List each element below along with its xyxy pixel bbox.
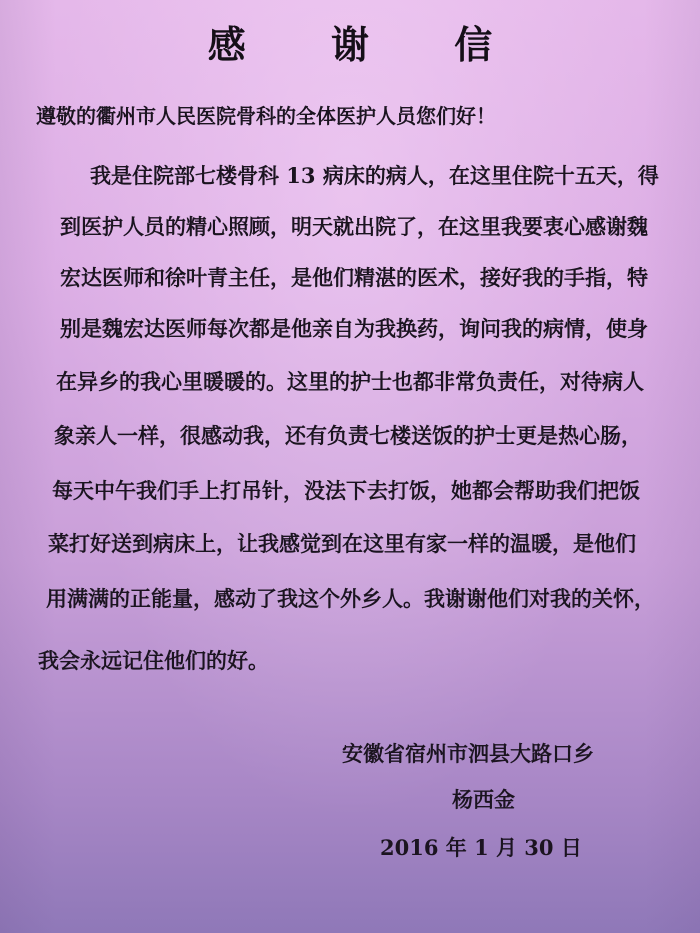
body-line-8: 菜打好送到病床上，让我感觉到在这里有家一样的温暖，是他们 (48, 531, 636, 556)
signature-address: 安徽省宿州市泗县大路口乡 (342, 741, 594, 766)
signature-date: 2016 年 1 月 30 日 (380, 835, 582, 860)
body-line-7: 每天中午我们手上打吊针，没法下去打饭，她都会帮助我们把饭 (52, 478, 640, 503)
letter-greeting: 遵敬的衢州市人民医院骨科的全体医护人员您们好！ (36, 104, 496, 128)
body-line-6: 象亲人一样，很感动我，还有负责七楼送饭的护士更是热心肠， (54, 423, 642, 448)
letter-title: 感 谢 信 (207, 22, 529, 67)
body-line-3: 宏达医师和徐叶青主任，是他们精湛的医术，接好我的手指，特 (60, 265, 648, 290)
signature-name: 杨西金 (452, 787, 515, 812)
body-line-2: 到医护人员的精心照顾，明天就出院了，在这里我要衷心感谢魏 (60, 214, 648, 239)
body-line-4: 别是魏宏达医师每次都是他亲自为我换药，询问我的病情，使身 (60, 316, 648, 341)
body-line-1: 我是住院部七楼骨科 13 病床的病人，在这里住院十五天，得 (90, 163, 659, 188)
body-line-10: 我会永远记住他们的好。 (38, 648, 269, 673)
body-line-9: 用满满的正能量，感动了我这个外乡人。我谢谢他们对我的关怀， (46, 586, 655, 611)
body-line-5: 在异乡的我心里暖暖的。这里的护士也都非常负责任，对待病人 (56, 369, 644, 394)
